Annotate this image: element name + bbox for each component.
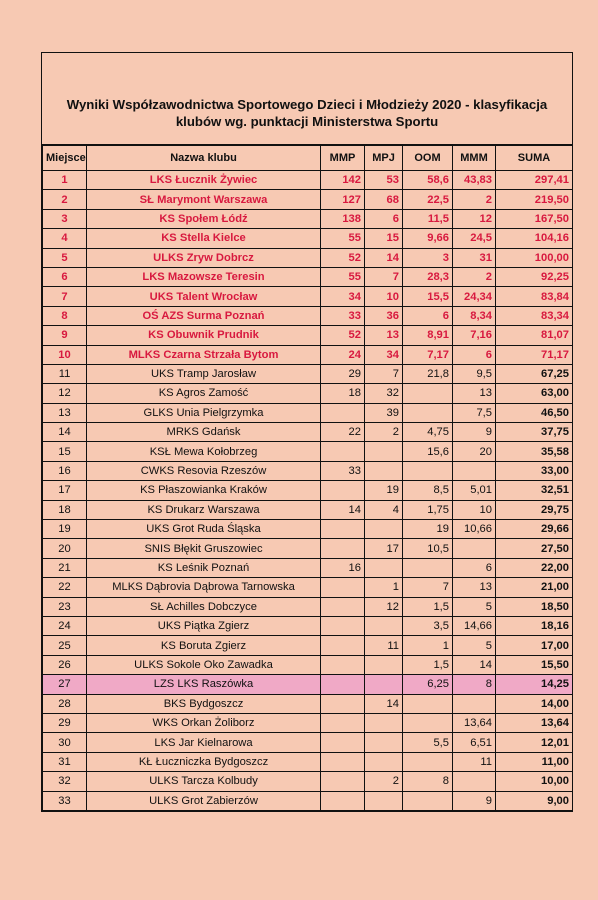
cell-mpj: 34 — [365, 345, 403, 364]
header-mpj: MPJ — [365, 146, 403, 171]
cell-club-name: MRKS Gdańsk — [87, 423, 321, 442]
cell-mmm: 6 — [453, 345, 496, 364]
cell-oom: 28,3 — [403, 267, 453, 286]
table-row — [43, 171, 573, 190]
cell-mmm: 13 — [453, 384, 496, 403]
cell-mpj: 32 — [365, 384, 403, 403]
table-row — [43, 694, 573, 713]
cell-sum: 100,00 — [496, 248, 573, 267]
cell-mpj: 14 — [365, 694, 403, 713]
cell-mmp — [321, 539, 365, 558]
cell-oom — [403, 694, 453, 713]
cell-club-name: SŁ Marymont Warszawa — [87, 190, 321, 209]
cell-club-name: ULKS Grot Zabierzów — [87, 791, 321, 810]
cell-place: 9 — [43, 326, 87, 345]
cell-club-name: UKS Tramp Jarosław — [87, 364, 321, 383]
cell-mpj: 19 — [365, 481, 403, 500]
cell-club-name: OŚ AZS Surma Poznań — [87, 306, 321, 325]
cell-mmp: 18 — [321, 384, 365, 403]
cell-mmp: 138 — [321, 209, 365, 228]
cell-place: 28 — [43, 694, 87, 713]
table-row — [43, 209, 573, 228]
cell-oom: 8,5 — [403, 481, 453, 500]
cell-mpj — [365, 558, 403, 577]
cell-mpj — [365, 520, 403, 539]
cell-mpj — [365, 713, 403, 732]
cell-mmm: 9 — [453, 423, 496, 442]
cell-mmm: 6 — [453, 558, 496, 577]
cell-mpj: 7 — [365, 267, 403, 286]
cell-place: 17 — [43, 481, 87, 500]
cell-mmm: 13 — [453, 578, 496, 597]
cell-sum: 92,25 — [496, 267, 573, 286]
cell-club-name: LZS LKS Raszówka — [87, 675, 321, 694]
cell-mmp: 34 — [321, 287, 365, 306]
cell-oom: 9,66 — [403, 229, 453, 248]
cell-mpj: 39 — [365, 403, 403, 422]
cell-club-name: ULKS Sokole Oko Zawadka — [87, 655, 321, 674]
cell-sum: 9,00 — [496, 791, 573, 810]
cell-sum: 33,00 — [496, 461, 573, 480]
table-row — [43, 616, 573, 635]
cell-mmm: 24,5 — [453, 229, 496, 248]
cell-sum: 81,07 — [496, 326, 573, 345]
cell-mmp: 127 — [321, 190, 365, 209]
cell-oom: 4,75 — [403, 423, 453, 442]
cell-sum: 22,00 — [496, 558, 573, 577]
cell-oom: 21,8 — [403, 364, 453, 383]
header-place: Miejsce — [43, 146, 87, 171]
table-row — [43, 442, 573, 461]
cell-oom: 7 — [403, 578, 453, 597]
cell-oom: 19 — [403, 520, 453, 539]
header-name: Nazwa klubu — [87, 146, 321, 171]
cell-mpj: 4 — [365, 500, 403, 519]
results-sheet — [41, 52, 573, 812]
table-row — [43, 655, 573, 674]
cell-mpj — [365, 616, 403, 635]
cell-mmm: 7,16 — [453, 326, 496, 345]
table-row — [43, 267, 573, 286]
cell-club-name: KŁ Łuczniczka Bydgoszcz — [87, 752, 321, 771]
cell-mmm: 10 — [453, 500, 496, 519]
cell-sum: 46,50 — [496, 403, 573, 422]
cell-sum: 297,41 — [496, 171, 573, 190]
cell-sum: 27,50 — [496, 539, 573, 558]
cell-club-name: LKS Łucznik Żywiec — [87, 171, 321, 190]
cell-club-name: ULKS Zryw Dobrcz — [87, 248, 321, 267]
table-body — [43, 171, 573, 811]
cell-place: 10 — [43, 345, 87, 364]
cell-place: 2 — [43, 190, 87, 209]
cell-place: 8 — [43, 306, 87, 325]
cell-mmp — [321, 675, 365, 694]
cell-sum: 104,16 — [496, 229, 573, 248]
cell-place: 3 — [43, 209, 87, 228]
cell-oom: 15,6 — [403, 442, 453, 461]
cell-sum: 67,25 — [496, 364, 573, 383]
cell-sum: 17,00 — [496, 636, 573, 655]
header-mmp: MMP — [321, 146, 365, 171]
cell-sum: 32,51 — [496, 481, 573, 500]
table-row — [43, 287, 573, 306]
cell-club-name: MLKS Czarna Strzała Bytom — [87, 345, 321, 364]
cell-mpj: 15 — [365, 229, 403, 248]
cell-oom: 58,6 — [403, 171, 453, 190]
cell-mmp: 142 — [321, 171, 365, 190]
table-row — [43, 539, 573, 558]
cell-oom — [403, 384, 453, 403]
cell-club-name: KS Boruta Zgierz — [87, 636, 321, 655]
table-row — [43, 229, 573, 248]
cell-mpj: 7 — [365, 364, 403, 383]
cell-mpj: 36 — [365, 306, 403, 325]
header-oom: OOM — [403, 146, 453, 171]
cell-mpj: 11 — [365, 636, 403, 655]
header-row — [43, 146, 573, 171]
cell-sum: 29,75 — [496, 500, 573, 519]
cell-oom: 1,75 — [403, 500, 453, 519]
cell-sum: 219,50 — [496, 190, 573, 209]
cell-mmm: 12 — [453, 209, 496, 228]
cell-sum: 14,25 — [496, 675, 573, 694]
cell-mmm: 7,5 — [453, 403, 496, 422]
cell-mmp — [321, 655, 365, 674]
cell-club-name: MLKS Dąbrovia Dąbrowa Tarnowska — [87, 578, 321, 597]
cell-mmp — [321, 772, 365, 791]
cell-mmm — [453, 694, 496, 713]
cell-mmm: 14,66 — [453, 616, 496, 635]
cell-mmm: 11 — [453, 752, 496, 771]
cell-place: 4 — [43, 229, 87, 248]
cell-club-name: KS Płaszowianka Kraków — [87, 481, 321, 500]
title-line-2: klubów wg. punktacji Ministerstwa Sportu — [175, 114, 439, 129]
cell-mpj — [365, 791, 403, 810]
cell-oom: 10,5 — [403, 539, 453, 558]
cell-mmp: 33 — [321, 306, 365, 325]
table-row — [43, 636, 573, 655]
cell-club-name: BKS Bydgoszcz — [87, 694, 321, 713]
cell-place: 33 — [43, 791, 87, 810]
cell-club-name: SNIS Błękit Gruszowiec — [87, 539, 321, 558]
cell-mmp — [321, 578, 365, 597]
title-box — [42, 53, 572, 145]
cell-sum: 35,58 — [496, 442, 573, 461]
cell-sum: 15,50 — [496, 655, 573, 674]
cell-club-name: UKS Piątka Zgierz — [87, 616, 321, 635]
cell-mmm — [453, 772, 496, 791]
cell-club-name: KS Obuwnik Prudnik — [87, 326, 321, 345]
cell-oom: 3,5 — [403, 616, 453, 635]
cell-place: 13 — [43, 403, 87, 422]
cell-oom: 1,5 — [403, 597, 453, 616]
table-row — [43, 558, 573, 577]
cell-place: 20 — [43, 539, 87, 558]
cell-oom: 8 — [403, 772, 453, 791]
cell-mmp: 16 — [321, 558, 365, 577]
cell-mmp — [321, 733, 365, 752]
table-row — [43, 461, 573, 480]
cell-mmm — [453, 539, 496, 558]
cell-club-name: LKS Mazowsze Teresin — [87, 267, 321, 286]
cell-oom: 1 — [403, 636, 453, 655]
cell-sum: 71,17 — [496, 345, 573, 364]
cell-place: 6 — [43, 267, 87, 286]
table-row — [43, 481, 573, 500]
cell-sum: 13,64 — [496, 713, 573, 732]
table-row — [43, 597, 573, 616]
cell-place: 32 — [43, 772, 87, 791]
cell-mpj — [365, 461, 403, 480]
cell-mpj: 14 — [365, 248, 403, 267]
table-row — [43, 384, 573, 403]
cell-place: 24 — [43, 616, 87, 635]
table-row — [43, 713, 573, 732]
cell-club-name: KS Stella Kielce — [87, 229, 321, 248]
cell-oom: 8,91 — [403, 326, 453, 345]
table-row — [43, 520, 573, 539]
cell-mpj — [365, 675, 403, 694]
cell-club-name: KS Społem Łódź — [87, 209, 321, 228]
cell-place: 11 — [43, 364, 87, 383]
cell-mpj: 53 — [365, 171, 403, 190]
cell-mmp — [321, 597, 365, 616]
cell-mpj — [365, 752, 403, 771]
cell-oom: 5,5 — [403, 733, 453, 752]
cell-mmm: 2 — [453, 190, 496, 209]
cell-oom: 1,5 — [403, 655, 453, 674]
cell-mmp: 22 — [321, 423, 365, 442]
cell-mmp: 33 — [321, 461, 365, 480]
table-row — [43, 675, 573, 694]
cell-club-name: SŁ Achilles Dobczyce — [87, 597, 321, 616]
cell-sum: 14,00 — [496, 694, 573, 713]
header-sum: SUMA — [496, 146, 573, 171]
table-row — [43, 752, 573, 771]
cell-sum: 37,75 — [496, 423, 573, 442]
cell-place: 30 — [43, 733, 87, 752]
cell-mpj: 12 — [365, 597, 403, 616]
cell-club-name: WKS Orkan Żoliborz — [87, 713, 321, 732]
table-row — [43, 190, 573, 209]
table-row — [43, 248, 573, 267]
cell-club-name: KS Leśnik Poznań — [87, 558, 321, 577]
cell-place: 31 — [43, 752, 87, 771]
cell-mmm: 14 — [453, 655, 496, 674]
cell-mmp: 52 — [321, 326, 365, 345]
cell-place: 16 — [43, 461, 87, 480]
cell-place: 7 — [43, 287, 87, 306]
cell-club-name: UKS Grot Ruda Śląska — [87, 520, 321, 539]
cell-mmp — [321, 520, 365, 539]
cell-mmm: 31 — [453, 248, 496, 267]
cell-mmm: 24,34 — [453, 287, 496, 306]
cell-place: 1 — [43, 171, 87, 190]
cell-mmm: 5,01 — [453, 481, 496, 500]
cell-mpj — [365, 442, 403, 461]
cell-oom: 22,5 — [403, 190, 453, 209]
cell-mmp: 24 — [321, 345, 365, 364]
cell-place: 25 — [43, 636, 87, 655]
cell-mmp: 52 — [321, 248, 365, 267]
cell-mmm: 10,66 — [453, 520, 496, 539]
cell-mmm: 5 — [453, 597, 496, 616]
cell-mpj: 10 — [365, 287, 403, 306]
cell-place: 29 — [43, 713, 87, 732]
cell-oom — [403, 461, 453, 480]
cell-mmm: 9,5 — [453, 364, 496, 383]
cell-mmm — [453, 461, 496, 480]
cell-sum: 11,00 — [496, 752, 573, 771]
cell-mpj — [365, 733, 403, 752]
cell-club-name: KSŁ Mewa Kołobrzeg — [87, 442, 321, 461]
cell-mpj: 1 — [365, 578, 403, 597]
cell-mpj: 2 — [365, 772, 403, 791]
cell-place: 15 — [43, 442, 87, 461]
cell-mmm: 9 — [453, 791, 496, 810]
table-row — [43, 403, 573, 422]
cell-club-name: KS Agros Zamość — [87, 384, 321, 403]
cell-oom — [403, 752, 453, 771]
cell-place: 19 — [43, 520, 87, 539]
cell-oom — [403, 791, 453, 810]
cell-oom: 7,17 — [403, 345, 453, 364]
cell-oom — [403, 558, 453, 577]
cell-club-name: LKS Jar Kielnarowa — [87, 733, 321, 752]
cell-mmp: 29 — [321, 364, 365, 383]
cell-mmm: 8 — [453, 675, 496, 694]
cell-mmp: 55 — [321, 267, 365, 286]
cell-mpj — [365, 655, 403, 674]
cell-mmm: 43,83 — [453, 171, 496, 190]
cell-place: 21 — [43, 558, 87, 577]
cell-place: 12 — [43, 384, 87, 403]
cell-club-name: KS Drukarz Warszawa — [87, 500, 321, 519]
cell-sum: 83,84 — [496, 287, 573, 306]
cell-mmp — [321, 713, 365, 732]
cell-mmm: 13,64 — [453, 713, 496, 732]
table-row — [43, 772, 573, 791]
cell-oom: 6 — [403, 306, 453, 325]
cell-mpj: 2 — [365, 423, 403, 442]
cell-sum: 83,34 — [496, 306, 573, 325]
cell-mmp: 14 — [321, 500, 365, 519]
table-row — [43, 733, 573, 752]
cell-mmp — [321, 791, 365, 810]
cell-mmm: 5 — [453, 636, 496, 655]
cell-oom: 3 — [403, 248, 453, 267]
cell-place: 22 — [43, 578, 87, 597]
cell-oom: 11,5 — [403, 209, 453, 228]
cell-mmp: 55 — [321, 229, 365, 248]
cell-place: 23 — [43, 597, 87, 616]
cell-mpj: 68 — [365, 190, 403, 209]
table-row — [43, 306, 573, 325]
cell-mpj: 17 — [365, 539, 403, 558]
cell-mmp — [321, 403, 365, 422]
cell-mmm: 8,34 — [453, 306, 496, 325]
header-mmm: MMM — [453, 146, 496, 171]
cell-mmp — [321, 442, 365, 461]
table-row — [43, 364, 573, 383]
title-line-1: Wyniki Współzawodnictwa Sportowego Dzieci i Młodzieży 2020 - klasyfikacja — [66, 97, 548, 112]
table-row — [43, 791, 573, 810]
cell-mmp — [321, 752, 365, 771]
results-table — [42, 145, 573, 811]
cell-sum: 18,16 — [496, 616, 573, 635]
cell-sum: 63,00 — [496, 384, 573, 403]
table-row — [43, 423, 573, 442]
cell-sum: 29,66 — [496, 520, 573, 539]
cell-sum: 21,00 — [496, 578, 573, 597]
table-row — [43, 500, 573, 519]
cell-sum: 12,01 — [496, 733, 573, 752]
cell-sum: 10,00 — [496, 772, 573, 791]
cell-club-name: GLKS Unia Pielgrzymka — [87, 403, 321, 422]
cell-sum: 167,50 — [496, 209, 573, 228]
cell-mpj: 13 — [365, 326, 403, 345]
cell-oom — [403, 403, 453, 422]
cell-mmm: 6,51 — [453, 733, 496, 752]
cell-oom — [403, 713, 453, 732]
cell-place: 26 — [43, 655, 87, 674]
cell-place: 14 — [43, 423, 87, 442]
cell-mmp — [321, 694, 365, 713]
cell-mmp — [321, 481, 365, 500]
cell-place: 18 — [43, 500, 87, 519]
cell-mmp — [321, 616, 365, 635]
cell-place: 5 — [43, 248, 87, 267]
cell-sum: 18,50 — [496, 597, 573, 616]
cell-mmm: 2 — [453, 267, 496, 286]
cell-oom: 6,25 — [403, 675, 453, 694]
cell-mmm: 20 — [453, 442, 496, 461]
cell-mpj: 6 — [365, 209, 403, 228]
cell-mmp — [321, 636, 365, 655]
cell-club-name: ULKS Tarcza Kolbudy — [87, 772, 321, 791]
table-row — [43, 345, 573, 364]
table-row — [43, 326, 573, 345]
cell-oom: 15,5 — [403, 287, 453, 306]
cell-place: 27 — [43, 675, 87, 694]
cell-club-name: UKS Talent Wrocław — [87, 287, 321, 306]
cell-club-name: CWKS Resovia Rzeszów — [87, 461, 321, 480]
table-row — [43, 578, 573, 597]
